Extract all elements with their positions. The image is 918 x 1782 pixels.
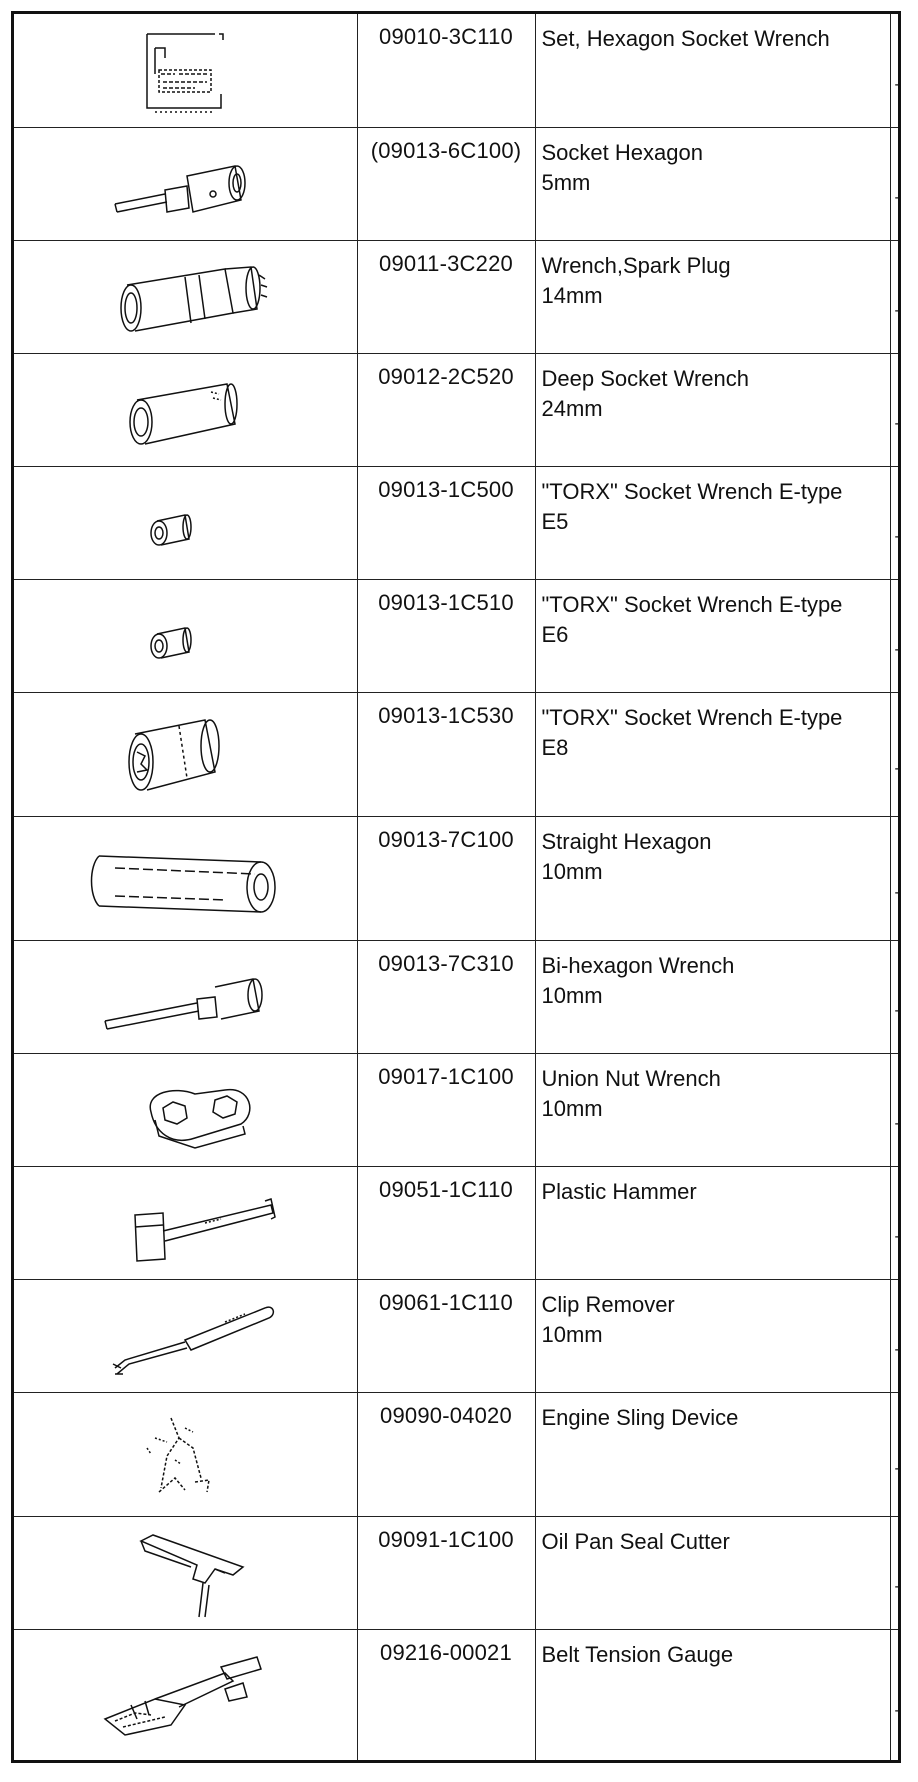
table-row [14,127,898,240]
description-cell [535,466,890,579]
part-number-cell [357,127,535,240]
remark-cell [890,816,898,940]
remark: - [894,189,900,207]
tool-image-cell [14,1629,357,1760]
table-row [14,816,898,940]
part-number: 09013-7C310 [378,950,514,976]
tool-image-cell [14,1516,357,1629]
description-cell [535,14,890,127]
tool-image-cell [14,1053,357,1166]
special-tools-table [14,14,898,1760]
tool-image-cell [14,14,357,127]
tool-description: "TORX" Socket Wrench E-type [541,704,843,730]
description-cell [535,1053,890,1166]
part-number-cell [357,816,535,940]
table-row [14,1166,898,1279]
tool-image-cell [14,127,357,240]
part-number: 09061-1C110 [379,1289,513,1315]
remark: - [894,528,900,546]
tool-size: 10mm [541,982,603,1008]
tool-size: 5mm [541,169,591,195]
remark-cell [890,353,898,466]
part-number-cell [357,1629,535,1760]
tool-image-cell [14,940,357,1053]
description-cell [535,816,890,940]
tool-image-cell [14,240,357,353]
remark: - [894,76,900,93]
part-number: 09013-7C100 [378,826,514,852]
description-cell [535,353,890,466]
tool-description: "TORX" Socket Wrench E-type [541,478,843,504]
part-number: 09013-1C510 [378,589,514,615]
part-number-cell [357,692,535,816]
description-cell [535,940,890,1053]
tool-description: Set, Hexagon Socket Wrench [541,26,830,51]
remark-cell [890,1053,898,1166]
tool-description: Deep Socket Wrench [541,365,749,391]
part-number: 09216-00021 [380,1639,512,1665]
table-row [14,240,898,353]
description-cell [535,127,890,240]
torx-socket-small-icon [75,477,295,569]
plastic-hammer-icon [75,1177,295,1269]
part-number: 09013-1C500 [378,476,514,502]
tool-size: E8 [541,734,569,760]
tool-description: Bi-hexagon Wrench [541,952,735,978]
straight-hexagon-icon [75,832,295,924]
remark-cell [890,1166,898,1279]
deep-socket-icon [75,364,295,456]
table-row [14,1279,898,1392]
tool-image-cell [14,466,357,579]
tool-size: 14mm [541,282,603,308]
remark: - [894,884,900,902]
engine-sling-device-icon [75,1408,295,1500]
description-cell [535,1629,890,1760]
union-nut-wrench-icon [75,1064,295,1156]
table-row [14,1629,898,1760]
remark: - [894,1115,900,1133]
tool-image-cell [14,692,357,816]
remark-cell [890,14,898,127]
part-number: 09011-3C220 [379,250,513,276]
spark-plug-wrench-icon [75,251,295,343]
table-row [14,579,898,692]
remark-cell [890,1279,898,1392]
table-row [14,1516,898,1629]
remark-cell [890,1516,898,1629]
description-cell [535,240,890,353]
hex-bit-socket-icon [75,138,295,230]
description-cell [535,1166,890,1279]
part-number: (09013-6C100) [370,137,522,163]
tool-description: Oil Pan Seal Cutter [541,1528,730,1554]
remark: - [894,1701,900,1719]
part-number: 09012-2C520 [378,363,514,389]
part-number-cell [357,14,535,127]
part-number-cell [357,240,535,353]
tool-size: E6 [541,621,569,647]
remark-cell [890,940,898,1053]
remark-cell [890,1629,898,1760]
remark-cell [890,240,898,353]
remark: - [894,1002,900,1020]
remark-cell [890,1392,898,1516]
description-cell [535,692,890,816]
special-tools-table-frame [11,11,901,1763]
tool-image-cell [14,816,357,940]
remark-cell [890,692,898,816]
table-row [14,1053,898,1166]
remark-cell [890,127,898,240]
torx-socket-large-icon [75,708,295,800]
socket-set-case-icon [75,24,295,116]
tool-description: "TORX" Socket Wrench E-type [541,591,843,617]
part-number-cell [357,579,535,692]
description-cell [535,1392,890,1516]
remark: - [894,1578,900,1596]
tool-description: Union Nut Wrench [541,1065,721,1091]
tool-image-cell [14,1279,357,1392]
table-row [14,466,898,579]
remark: - [894,760,900,778]
description-cell [535,1516,890,1629]
part-number: 09013-1C530 [378,702,514,728]
part-number-cell [357,466,535,579]
bi-hexagon-bit-icon [75,951,295,1043]
tool-size: 10mm [541,1095,603,1121]
part-number-cell [357,940,535,1053]
tool-image-cell [14,579,357,692]
torx-socket-small-icon [75,590,295,682]
part-number: 09090-04020 [380,1402,512,1428]
description-cell [535,1279,890,1392]
tool-description: Engine Sling Device [541,1404,739,1430]
tool-size: E5 [541,508,569,534]
remark: - [894,1460,900,1478]
tool-description: Plastic Hammer [541,1178,697,1204]
tool-description: Clip Remover [541,1291,675,1317]
tool-image-cell [14,1392,357,1516]
part-number: 09017-1C100 [378,1063,514,1089]
belt-tension-gauge-icon [75,1649,295,1741]
part-number: 09091-1C100 [378,1526,514,1552]
remark: - [894,302,900,320]
tool-size: 10mm [541,858,603,884]
part-number-cell [357,1516,535,1629]
remark-cell [890,466,898,579]
table-row [14,692,898,816]
remark: - [894,1341,900,1359]
remark: - [894,1228,900,1246]
part-number-cell [357,1392,535,1516]
part-number-cell [357,1279,535,1392]
part-number-cell [357,1053,535,1166]
table-row [14,14,898,127]
table-row [14,940,898,1053]
tool-size: 10mm [541,1321,603,1347]
tool-size: 24mm [541,395,603,421]
tool-image-cell [14,353,357,466]
clip-remover-icon [75,1290,295,1382]
tool-image-cell [14,1166,357,1279]
part-number: 09051-1C110 [379,1176,513,1202]
oil-pan-seal-cutter-icon [75,1527,295,1619]
tool-description: Straight Hexagon [541,828,712,854]
tool-description: Belt Tension Gauge [541,1641,734,1667]
part-number: 09010-3C110 [379,24,513,49]
remark-cell [890,579,898,692]
table-row [14,353,898,466]
remark: - [894,415,900,433]
part-number-cell [357,1166,535,1279]
remark: - [894,641,900,659]
part-number-cell [357,353,535,466]
description-cell [535,579,890,692]
table-row [14,1392,898,1516]
tool-description: Wrench,Spark Plug [541,252,731,278]
tool-description: Socket Hexagon [541,139,703,165]
